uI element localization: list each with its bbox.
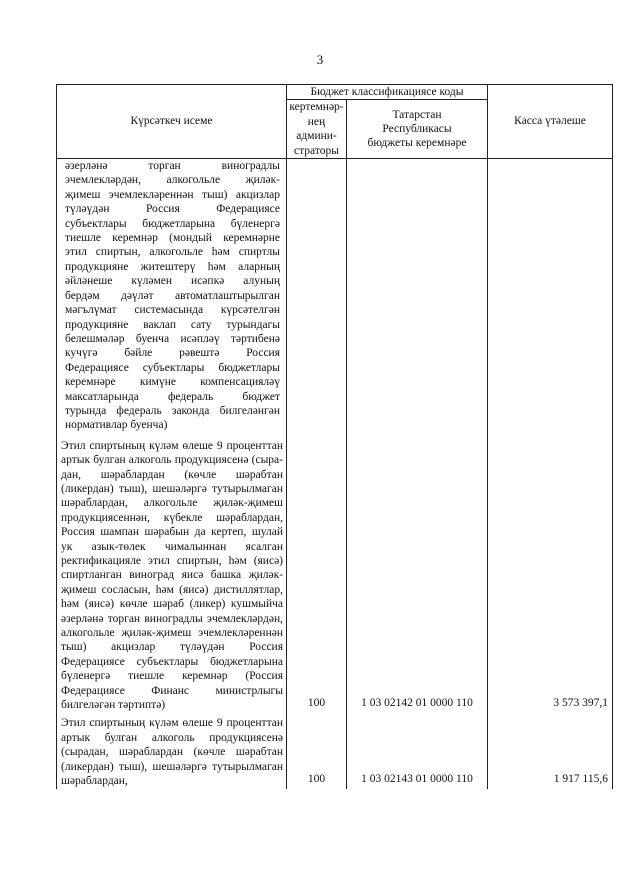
text-line: керемнәре кимүне компенсацияләү: [65, 376, 280, 389]
text-line: әзерләнә торган виноградлы: [65, 160, 280, 173]
text-line: максатларында федераль бюджет: [65, 390, 280, 403]
header-tatarstan-budget-text: Татарстан Республикасы бюджеты керемнәре: [367, 108, 467, 150]
budget-code-cell: 1 03 02142 01 0000 110: [347, 433, 488, 713]
text-line: турында федераль законда билгеләнгән: [65, 404, 280, 417]
budget-code-cell: [347, 159, 488, 433]
header-indicator-name: Күрсәткеч исеме: [57, 85, 287, 159]
text-line: Федерациясе субъектлары бюджетлары: [65, 361, 280, 374]
text-line: әйләнеше күләмен исәпкә алуның: [65, 275, 280, 288]
text-line: бердәм дәүләт автоматлаштырылган: [65, 289, 280, 302]
text-line: белешмәләр буенча исәплəү тәртибенә: [65, 332, 280, 345]
header-budget-codes: Бюджет классификациясе коды: [287, 85, 488, 100]
text-line: тиешле керемнәр (мондый керемнәрне: [65, 232, 280, 245]
amount-cell: 1 917 115,6: [488, 712, 613, 788]
indicator-cell: [57, 159, 287, 433]
admin-code-cell: 100: [287, 433, 347, 713]
header-cash-text: Касса үтәлеше: [514, 115, 586, 128]
budget-table: [56, 84, 613, 789]
header-administrators-text: кертемнәр-нең админи-страторы: [289, 101, 344, 157]
amount-cell: 3 573 397,1: [488, 433, 613, 713]
text-line: продукцияне ваклап сату турындагы: [65, 318, 280, 331]
table-row: [57, 159, 613, 433]
text-line: субъектлары бюджетларына бүленергә: [65, 217, 280, 230]
text-line: продукцияне житештерү һәм аларның: [65, 260, 280, 273]
text-line: эчемлекләрдән, алкогольле җиләк-: [65, 174, 280, 187]
header-tatarstan-budget: [347, 100, 488, 159]
table-row: [57, 712, 613, 788]
budget-code-cell: 1 03 02143 01 0000 110: [347, 712, 488, 788]
text-line: мәгълүмат системасында күрсәтелгән: [65, 304, 280, 317]
text-line: түләүдән Россия Федерациясе: [65, 203, 280, 216]
admin-code-cell: 100: [287, 712, 347, 788]
text-line: кучүгә бәйле рәвештә Россия: [65, 347, 280, 360]
text-line: этил спиртын, алкогольле һәм спиртлы: [65, 246, 280, 259]
indicator-cell: Этил спиртының күләм өлеше 9 проценттан артык булган алкоголь продукциясенә (сырадан, шәраблардан (көчле шәрабтан (ликердан) тыш), шешәләргә тутырылмаган шәраблардан,: [57, 712, 287, 788]
page-number: 3: [316, 52, 324, 67]
text-line: нормативлар буенча): [65, 419, 168, 432]
indicator-cell: Этил спиртының күләм өлеше 9 проценттан артык булган алкоголь продукциясенә (сырадан, шәраблардан (көчле шәрабтан (ликердан) тыш), шешәләргә тутырылмаган шәраблардан, алкогольле җиләк-җимеш продукциясеннән, күбекле шәраблардан, Россия шампан шәрабын да кертеп, шулай ук азык-төлек чималыннан ясалган ректификацияле этил спиртын, һәм (яисә) спиртланган виноград яисә башка җиләк-җимеш сосласын, һәм (яисә) дистиллятлар, һәм (яисә) көчле шәраб (ликер) кушмыйча әзерләнә торган виноградлы эчемлекләрдән, алкогольле җиләк-җимеш эчемлекләреннән тыш) акцизлар түләүдән Россия Федерациясе субъектлары бюджетларына бүленергә тиешле керемнәр (Россия Федерациясе Финанс министрлыгы билгеләгән тәртиптә): [57, 433, 287, 713]
amount-cell: [488, 159, 613, 433]
header-administrators: [287, 100, 347, 159]
header-cash: [488, 85, 613, 159]
table-row: [57, 433, 613, 713]
admin-code-cell: [287, 159, 347, 433]
text-line: җимеш эчемлекләреннән тыш) акцизлар: [65, 188, 280, 201]
